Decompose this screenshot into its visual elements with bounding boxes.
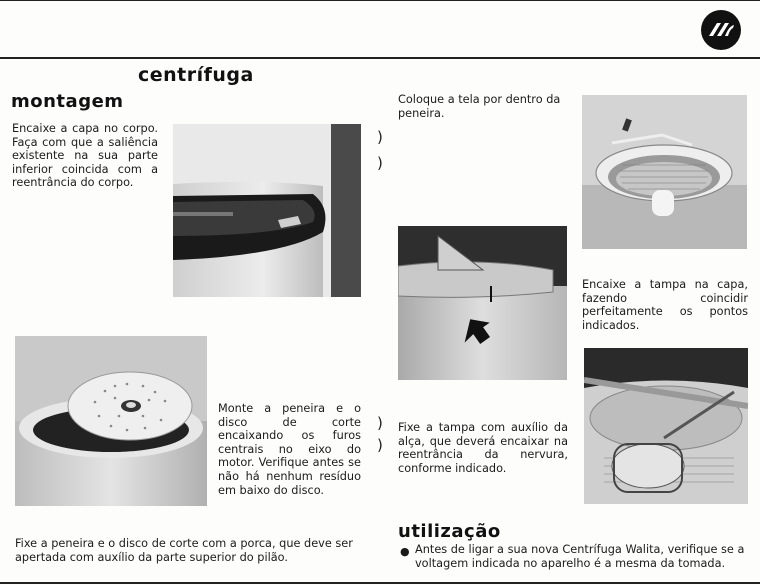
step-3-text: Fixe a peneira e o disco de corte com a porca, que deve ser apertada com auxílio da parte superior do pilão. bbox=[15, 537, 353, 564]
bottom-border bbox=[0, 582, 760, 584]
top-border bbox=[0, 0, 760, 1]
step-2-text: Monte a peneira e o disco de corte encaixando os furos centrais no eixo do motor. Verifique antes se não há nenhum resíduo em baixo do disco. bbox=[218, 402, 361, 497]
walita-logo bbox=[700, 9, 742, 51]
step-5-text: Encaixe a tampa na capa, fazendo coincidir perfeitamente os pontos indicados. bbox=[582, 278, 748, 332]
section-title: centrífuga bbox=[138, 64, 254, 86]
photo-screen-in-strainer bbox=[582, 95, 747, 249]
photo-strainer-disc bbox=[15, 336, 207, 506]
photo-lid-points bbox=[398, 226, 567, 380]
subtitle-montagem: montagem bbox=[11, 91, 124, 112]
fold-mark: ) bbox=[377, 128, 383, 146]
fold-mark: ) bbox=[377, 436, 383, 454]
usage-title: utilização bbox=[398, 521, 501, 542]
step-1-text: Encaixe a capa no corpo. Faça com que a saliência existente na sua parte inferior coincida com a reentrância do corpo. bbox=[12, 122, 158, 190]
photo-handle-fixing bbox=[584, 348, 748, 504]
photo-cover-on-body bbox=[173, 124, 361, 297]
step-6-text: Fixe a tampa com auxílio da alça, que deverá encaixar na reentrância da nervura, conforme indicado. bbox=[398, 421, 568, 475]
step-4-text: Coloque a tela por dentro da peneira. bbox=[398, 93, 561, 120]
usage-item-1: Antes de ligar a sua nova Centrífuga Walita, verifique se a voltagem indicada no aparelho é a mesma da tomada. bbox=[415, 543, 745, 570]
fold-mark: ) bbox=[377, 154, 383, 172]
fold-mark: ) bbox=[377, 414, 383, 432]
header-rule bbox=[0, 57, 760, 59]
usage-bullet: ● bbox=[400, 545, 410, 558]
